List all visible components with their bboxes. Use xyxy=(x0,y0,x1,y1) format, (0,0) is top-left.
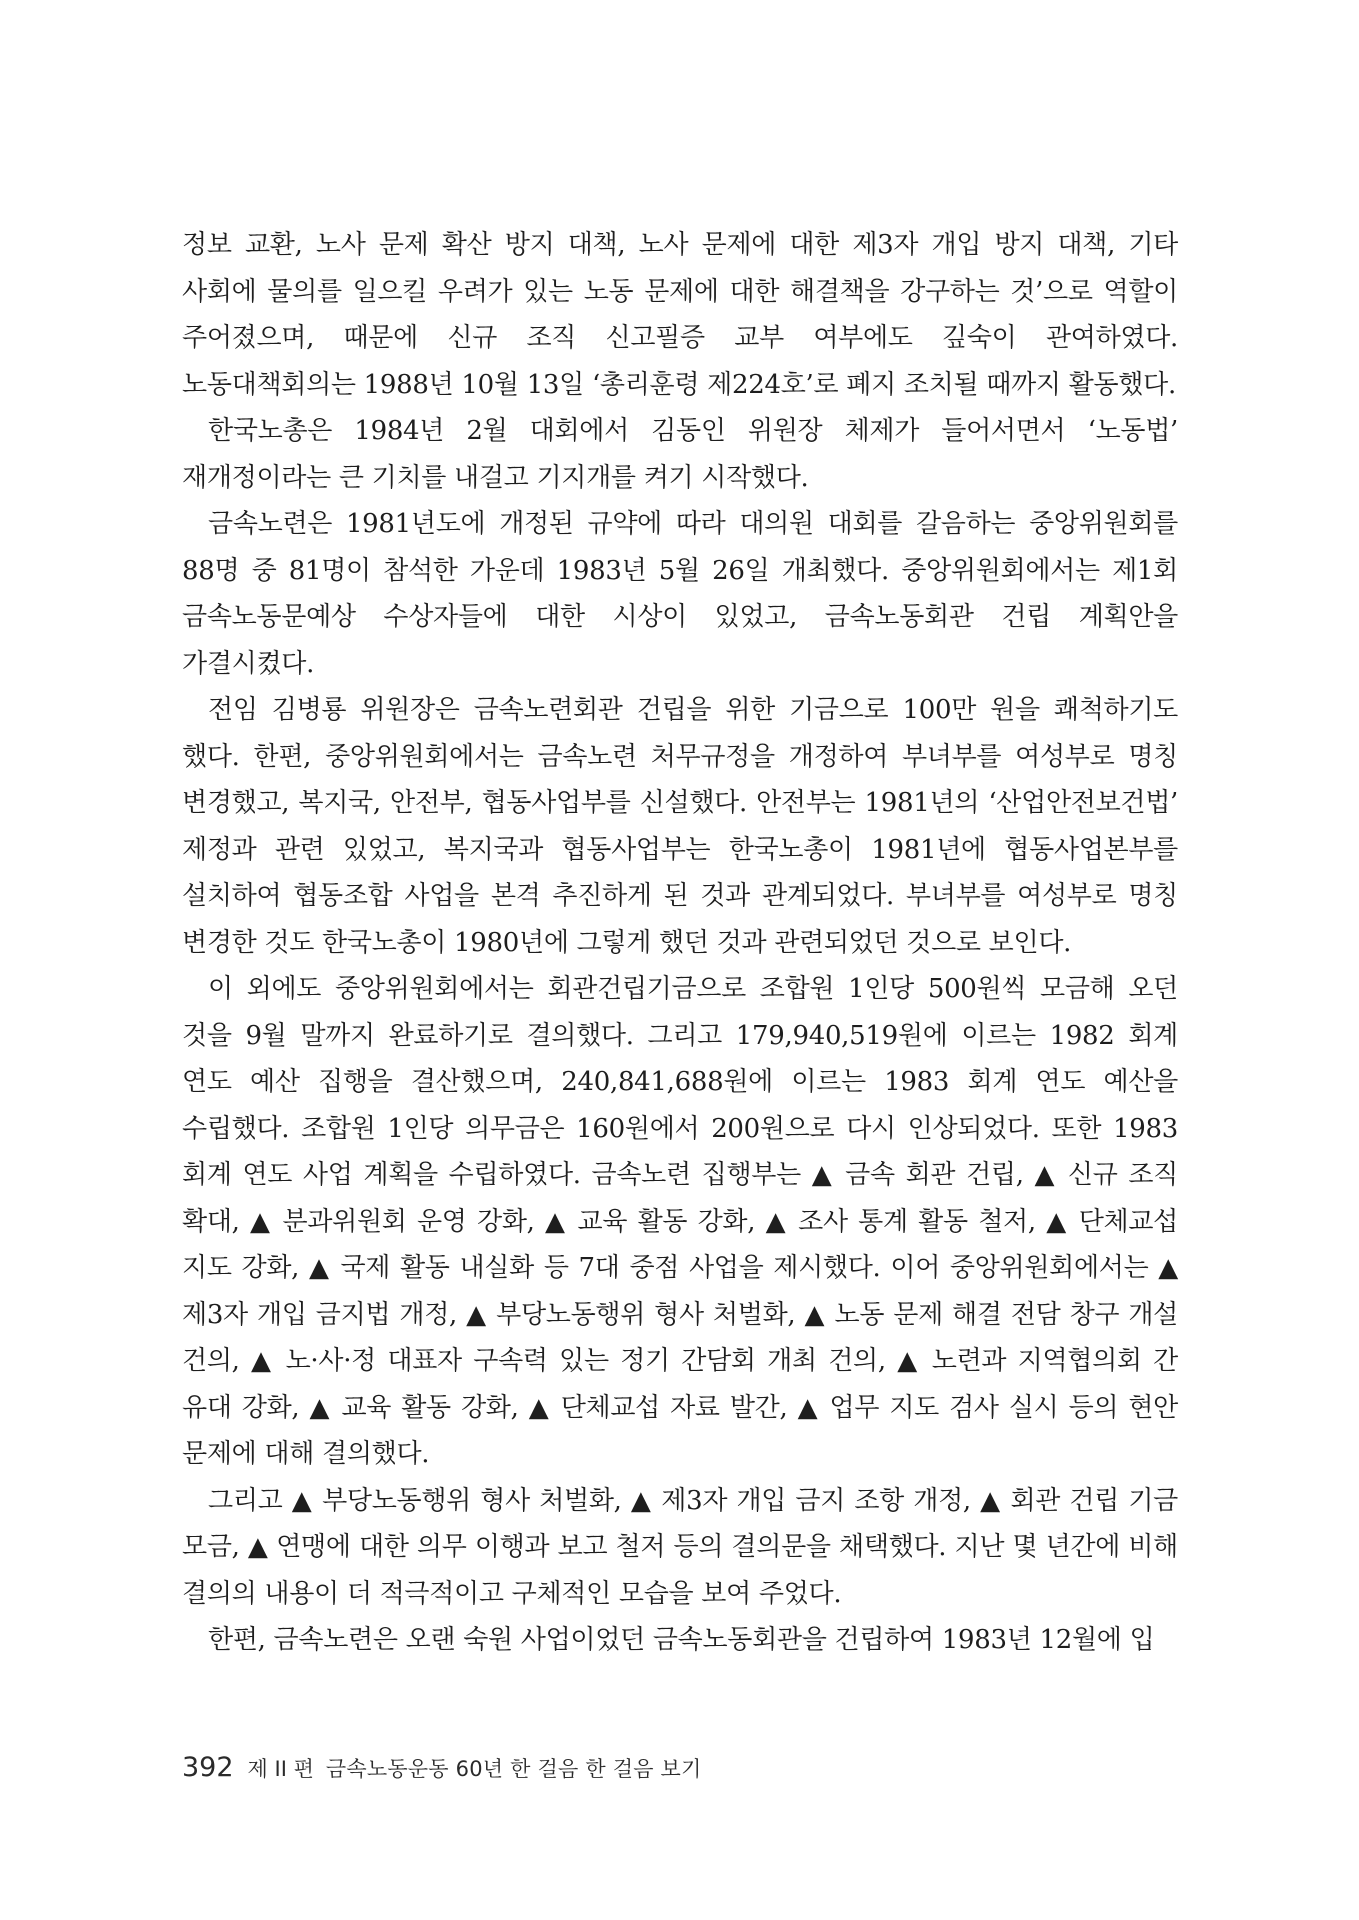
book-title: 금속노동운동 60년 한 걸음 한 걸음 보기 xyxy=(325,1757,702,1781)
page-footer xyxy=(182,1752,702,1792)
paragraph-6: 그리고 ▲ 부당노동행위 형사 처벌화, ▲ 제3자 개입 금지 조항 개정, ▲ 회관 건립 기금 모금, ▲ 연맹에 대한 의무 이행과 보고 철저 등의 결의문을 채택했다. 지난 몇 년간에 비해 결의의 내용이 더 적극적이고 구체적인 모습을 보여 주었다. xyxy=(182,1485,1178,1609)
paragraph-5: 이 외에도 중앙위원회에서는 회관건립기금으로 조합원 1인당 500원씩 모금해 오던 것을 9월 말까지 완료하기로 결의했다. 그리고 179,940,519원에 이르는 1982 회계 연도 예산 집행을 결산했으며, 240,841,688원에 이르는 1983 회계 연도 예산을 수립했다. 조합원 1인당 의무금은 160원에서 200원으로 다시 인상되었다. 또한 1983 회계 연도 사업 계획을 수립하였다. 금속노련 집행부는 ▲ 금속 회관 건립, ▲ 신규 조직 확대, ▲ 분과위원회 운영 강화, ▲ 교육 활동 강화, ▲ 조사 통계 활동 철저, ▲ 단체교섭 지도 강화, ▲ 국제 활동 내실화 등 7대 중점 사업을 제시했다. 이어 중앙위원회에서는 ▲ 제3자 개입 금지법 개정, ▲ 부당노동행위 형사 처벌화, ▲ 노동 문제 해결 전담 창구 개설 건의, ▲ 노·사·정 대표자 구속력 있는 정기 간담회 개최 건의, ▲ 노련과 지역협의회 간 유대 강화, ▲ 교육 활동 강화, ▲ 단체교섭 자료 발간, ▲ 업무 지도 검사 실시 등의 현안 문제에 대해 결의했다. xyxy=(182,974,1178,1469)
paragraph-7: 한편, 금속노련은 오랜 숙원 사업이었던 금속노동회관을 건립하여 1983년 12월에 입 xyxy=(208,1625,1155,1655)
paragraph-4: 전임 김병룡 위원장은 금속노련회관 건립을 위한 기금으로 100만 원을 쾌척하기도 했다. 한편, 중앙위원회에서는 금속노련 처무규정을 개정하여 부녀부를 여성부로 명칭 변경했고, 복지국, 안전부, 협동사업부를 신설했다. 안전부는 1981년의 ‘산업안전보건법’ 제정과 관련 있었고, 복지국과 협동사업부는 한국노총이 1981년에 협동사업본부를 설치하여 협동조합 사업을 본격 추진하게 된 것과 관계되었다. 부녀부를 여성부로 명칭 변경한 것도 한국노총이 1980년에 그렇게 했던 것과 관련되었던 것으로 보인다. xyxy=(182,695,1178,958)
paragraph-2: 한국노총은 1984년 2월 대회에서 김동인 위원장 체제가 들어서면서 ‘노동법’ 재개정이라는 큰 기치를 내걸고 기지개를 켜기 시작했다. xyxy=(182,416,1178,493)
part-label: 제 II 편 xyxy=(247,1757,314,1781)
body-text xyxy=(182,222,1178,1664)
paragraph-3: 금속노련은 1981년도에 개정된 규약에 따라 대의원 대회를 갈음하는 중앙위원회를 88명 중 81명이 참석한 가운데 1983년 5월 26일 개최했다. 중앙위원회에서는 제1회 금속노동문예상 수상자들에 대한 시상이 있었고, 금속노동회관 건립 계획안을 가결시켰다. xyxy=(182,509,1178,679)
paragraph-1: 정보 교환, 노사 문제 확산 방지 대책, 노사 문제에 대한 제3자 개입 방지 대책, 기타 사회에 물의를 일으킬 우려가 있는 노동 문제에 대한 해결책을 강구하는 것’으로 역할이 주어졌으며, 때문에 신규 조직 신고필증 교부 여부에도 깊숙이 관여하였다. 노동대책회의는 1988년 10월 13일 ‘총리훈령 제224호’로 폐지 조치될 때까지 활동했다. xyxy=(182,230,1178,400)
page-number: 392 xyxy=(182,1752,234,1783)
